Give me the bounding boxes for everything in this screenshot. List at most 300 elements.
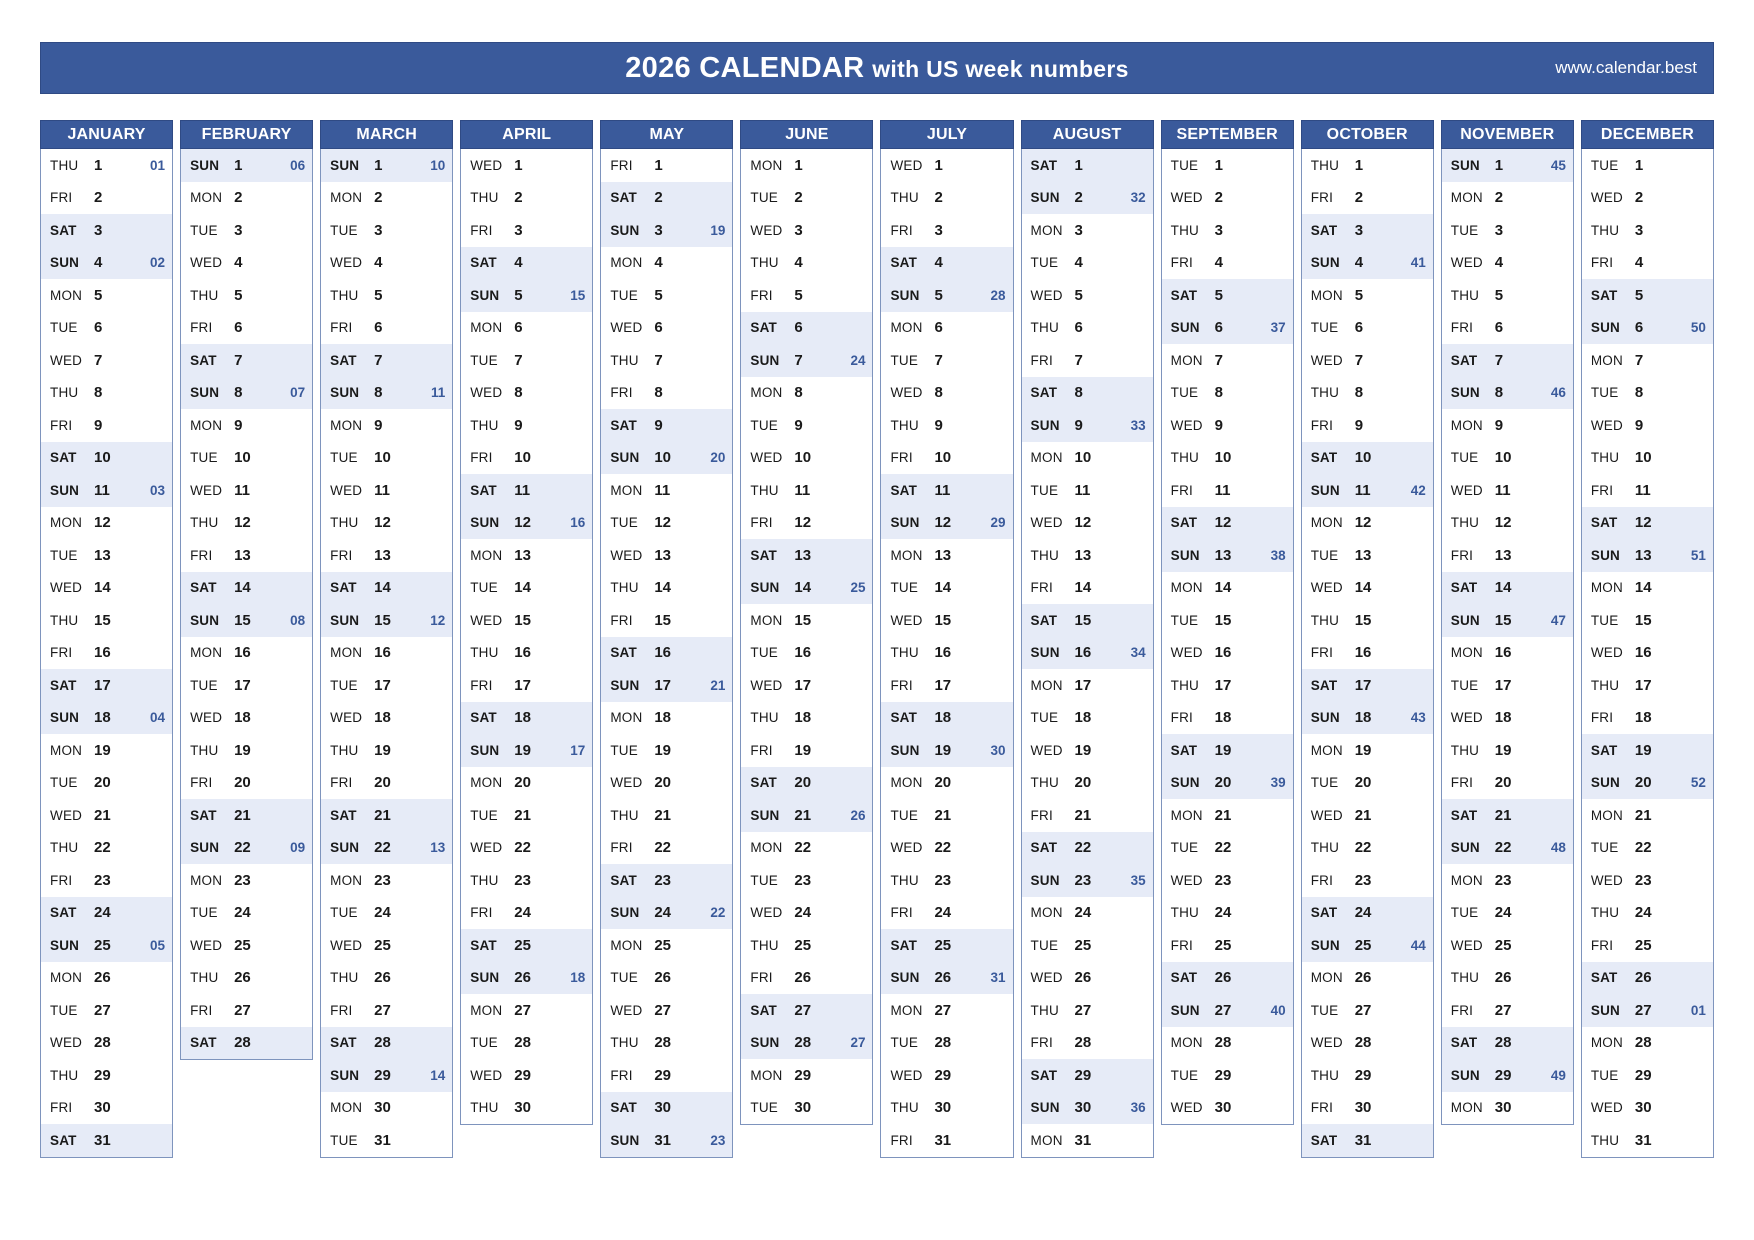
day-row[interactable]: [1442, 312, 1573, 345]
day-row[interactable]: [881, 1092, 1012, 1125]
day-row[interactable]: [461, 669, 592, 702]
day-row[interactable]: [181, 767, 312, 800]
day-row[interactable]: [321, 279, 452, 312]
day-row[interactable]: [181, 344, 312, 377]
day-row[interactable]: [1162, 734, 1293, 767]
day-row[interactable]: [1302, 604, 1433, 637]
day-row[interactable]: [461, 149, 592, 182]
day-row[interactable]: [181, 214, 312, 247]
day-row[interactable]: [1302, 344, 1433, 377]
day-row[interactable]: [1582, 149, 1713, 182]
day-row[interactable]: [1442, 474, 1573, 507]
day-row[interactable]: [601, 767, 732, 800]
day-row[interactable]: [41, 1027, 172, 1060]
day-row[interactable]: [881, 994, 1012, 1027]
day-row[interactable]: [741, 962, 872, 995]
day-row[interactable]: [741, 474, 872, 507]
day-row[interactable]: [461, 767, 592, 800]
day-row[interactable]: [1022, 734, 1153, 767]
day-row[interactable]: [41, 897, 172, 930]
day-row[interactable]: [741, 149, 872, 182]
day-row[interactable]: [41, 409, 172, 442]
day-row[interactable]: [1302, 832, 1433, 865]
day-row[interactable]: [181, 1027, 312, 1060]
day-row[interactable]: [881, 929, 1012, 962]
day-row[interactable]: [601, 149, 732, 182]
day-row[interactable]: [321, 702, 452, 735]
day-row[interactable]: [741, 344, 872, 377]
day-row[interactable]: [321, 1092, 452, 1125]
day-row[interactable]: [461, 214, 592, 247]
day-row[interactable]: [321, 1027, 452, 1060]
day-row[interactable]: [1162, 832, 1293, 865]
day-row[interactable]: [41, 637, 172, 670]
day-row[interactable]: [41, 377, 172, 410]
day-row[interactable]: [1442, 604, 1573, 637]
day-row[interactable]: [741, 442, 872, 475]
day-row[interactable]: [321, 247, 452, 280]
day-row[interactable]: [881, 344, 1012, 377]
day-row[interactable]: [881, 962, 1012, 995]
day-row[interactable]: [1442, 994, 1573, 1027]
day-row[interactable]: [1162, 149, 1293, 182]
day-row[interactable]: [461, 897, 592, 930]
day-row[interactable]: [181, 377, 312, 410]
day-row[interactable]: [321, 604, 452, 637]
day-row[interactable]: [1582, 344, 1713, 377]
day-row[interactable]: [41, 507, 172, 540]
day-row[interactable]: [1162, 994, 1293, 1027]
day-row[interactable]: [1022, 1124, 1153, 1157]
day-row[interactable]: [461, 702, 592, 735]
day-row[interactable]: [1022, 767, 1153, 800]
day-row[interactable]: [1302, 767, 1433, 800]
day-row[interactable]: [1162, 604, 1293, 637]
day-row[interactable]: [1162, 474, 1293, 507]
day-row[interactable]: [1162, 637, 1293, 670]
day-row[interactable]: [1302, 702, 1433, 735]
day-row[interactable]: [1442, 442, 1573, 475]
day-row[interactable]: [321, 344, 452, 377]
day-row[interactable]: [461, 864, 592, 897]
day-row[interactable]: [1022, 507, 1153, 540]
day-row[interactable]: [1022, 864, 1153, 897]
day-row[interactable]: [41, 312, 172, 345]
day-row[interactable]: [1582, 507, 1713, 540]
day-row[interactable]: [1162, 572, 1293, 605]
day-row[interactable]: [461, 962, 592, 995]
day-row[interactable]: [1302, 637, 1433, 670]
day-row[interactable]: [1162, 442, 1293, 475]
day-row[interactable]: [1302, 994, 1433, 1027]
day-row[interactable]: [1022, 799, 1153, 832]
day-row[interactable]: [1162, 1092, 1293, 1125]
day-row[interactable]: [1442, 734, 1573, 767]
day-row[interactable]: [1582, 637, 1713, 670]
day-row[interactable]: [1302, 539, 1433, 572]
day-row[interactable]: [1442, 539, 1573, 572]
day-row[interactable]: [461, 572, 592, 605]
day-row[interactable]: [881, 312, 1012, 345]
day-row[interactable]: [1302, 799, 1433, 832]
day-row[interactable]: [1302, 897, 1433, 930]
day-row[interactable]: [41, 767, 172, 800]
day-row[interactable]: [321, 994, 452, 1027]
day-row[interactable]: [1582, 799, 1713, 832]
day-row[interactable]: [321, 962, 452, 995]
day-row[interactable]: [181, 734, 312, 767]
day-row[interactable]: [601, 377, 732, 410]
day-row[interactable]: [1022, 929, 1153, 962]
day-row[interactable]: [881, 149, 1012, 182]
day-row[interactable]: [41, 149, 172, 182]
day-row[interactable]: [1302, 864, 1433, 897]
day-row[interactable]: [1302, 149, 1433, 182]
day-row[interactable]: [1022, 637, 1153, 670]
day-row[interactable]: [321, 474, 452, 507]
day-row[interactable]: [321, 864, 452, 897]
day-row[interactable]: [181, 637, 312, 670]
day-row[interactable]: [461, 1059, 592, 1092]
day-row[interactable]: [1442, 1092, 1573, 1125]
day-row[interactable]: [1442, 702, 1573, 735]
day-row[interactable]: [741, 1059, 872, 1092]
day-row[interactable]: [741, 214, 872, 247]
day-row[interactable]: [601, 864, 732, 897]
day-row[interactable]: [41, 1124, 172, 1157]
day-row[interactable]: [1022, 832, 1153, 865]
day-row[interactable]: [1582, 474, 1713, 507]
day-row[interactable]: [1302, 929, 1433, 962]
day-row[interactable]: [881, 572, 1012, 605]
day-row[interactable]: [181, 279, 312, 312]
day-row[interactable]: [181, 572, 312, 605]
day-row[interactable]: [881, 539, 1012, 572]
day-row[interactable]: [881, 734, 1012, 767]
day-row[interactable]: [461, 507, 592, 540]
day-row[interactable]: [1162, 864, 1293, 897]
day-row[interactable]: [1442, 344, 1573, 377]
day-row[interactable]: [601, 799, 732, 832]
day-row[interactable]: [1442, 962, 1573, 995]
day-row[interactable]: [1582, 312, 1713, 345]
day-row[interactable]: [1442, 897, 1573, 930]
day-row[interactable]: [1582, 929, 1713, 962]
day-row[interactable]: [1162, 1059, 1293, 1092]
day-row[interactable]: [41, 1059, 172, 1092]
day-row[interactable]: [741, 994, 872, 1027]
day-row[interactable]: [1582, 832, 1713, 865]
day-row[interactable]: [601, 962, 732, 995]
day-row[interactable]: [601, 994, 732, 1027]
day-row[interactable]: [181, 442, 312, 475]
day-row[interactable]: [1302, 1124, 1433, 1157]
day-row[interactable]: [741, 539, 872, 572]
day-row[interactable]: [741, 572, 872, 605]
day-row[interactable]: [41, 832, 172, 865]
day-row[interactable]: [741, 864, 872, 897]
day-row[interactable]: [1302, 312, 1433, 345]
day-row[interactable]: [181, 182, 312, 215]
day-row[interactable]: [741, 1027, 872, 1060]
day-row[interactable]: [321, 734, 452, 767]
day-row[interactable]: [181, 864, 312, 897]
day-row[interactable]: [1582, 1027, 1713, 1060]
day-row[interactable]: [1022, 344, 1153, 377]
day-row[interactable]: [461, 247, 592, 280]
day-row[interactable]: [321, 539, 452, 572]
day-row[interactable]: [461, 279, 592, 312]
day-row[interactable]: [461, 474, 592, 507]
day-row[interactable]: [881, 409, 1012, 442]
day-row[interactable]: [1442, 572, 1573, 605]
day-row[interactable]: [1022, 572, 1153, 605]
day-row[interactable]: [1022, 279, 1153, 312]
day-row[interactable]: [741, 897, 872, 930]
day-row[interactable]: [1442, 767, 1573, 800]
day-row[interactable]: [741, 702, 872, 735]
day-row[interactable]: [41, 442, 172, 475]
day-row[interactable]: [181, 669, 312, 702]
day-row[interactable]: [1582, 214, 1713, 247]
day-row[interactable]: [1442, 247, 1573, 280]
day-row[interactable]: [601, 344, 732, 377]
day-row[interactable]: [601, 572, 732, 605]
day-row[interactable]: [41, 962, 172, 995]
day-row[interactable]: [741, 637, 872, 670]
day-row[interactable]: [1442, 214, 1573, 247]
day-row[interactable]: [461, 409, 592, 442]
day-row[interactable]: [1442, 149, 1573, 182]
day-row[interactable]: [601, 1092, 732, 1125]
day-row[interactable]: [601, 1124, 732, 1157]
day-row[interactable]: [181, 799, 312, 832]
day-row[interactable]: [881, 897, 1012, 930]
day-row[interactable]: [881, 637, 1012, 670]
day-row[interactable]: [1022, 897, 1153, 930]
day-row[interactable]: [181, 929, 312, 962]
day-row[interactable]: [41, 214, 172, 247]
day-row[interactable]: [181, 994, 312, 1027]
day-row[interactable]: [601, 929, 732, 962]
day-row[interactable]: [1162, 377, 1293, 410]
day-row[interactable]: [461, 1092, 592, 1125]
day-row[interactable]: [321, 1124, 452, 1157]
day-row[interactable]: [1162, 507, 1293, 540]
day-row[interactable]: [321, 149, 452, 182]
day-row[interactable]: [1442, 182, 1573, 215]
day-row[interactable]: [461, 604, 592, 637]
day-row[interactable]: [1582, 864, 1713, 897]
day-row[interactable]: [1582, 1124, 1713, 1157]
day-row[interactable]: [321, 669, 452, 702]
day-row[interactable]: [1442, 279, 1573, 312]
day-row[interactable]: [881, 214, 1012, 247]
day-row[interactable]: [1162, 312, 1293, 345]
day-row[interactable]: [1022, 474, 1153, 507]
day-row[interactable]: [41, 344, 172, 377]
day-row[interactable]: [741, 409, 872, 442]
day-row[interactable]: [1022, 669, 1153, 702]
day-row[interactable]: [321, 442, 452, 475]
day-row[interactable]: [741, 279, 872, 312]
day-row[interactable]: [1582, 442, 1713, 475]
day-row[interactable]: [461, 312, 592, 345]
day-row[interactable]: [881, 604, 1012, 637]
day-row[interactable]: [1302, 442, 1433, 475]
day-row[interactable]: [601, 1059, 732, 1092]
day-row[interactable]: [41, 474, 172, 507]
day-row[interactable]: [1582, 279, 1713, 312]
day-row[interactable]: [601, 247, 732, 280]
day-row[interactable]: [321, 182, 452, 215]
day-row[interactable]: [601, 637, 732, 670]
day-row[interactable]: [881, 702, 1012, 735]
day-row[interactable]: [1442, 377, 1573, 410]
day-row[interactable]: [181, 539, 312, 572]
day-row[interactable]: [1022, 312, 1153, 345]
day-row[interactable]: [1022, 962, 1153, 995]
day-row[interactable]: [601, 312, 732, 345]
day-row[interactable]: [1022, 604, 1153, 637]
day-row[interactable]: [881, 832, 1012, 865]
day-row[interactable]: [601, 539, 732, 572]
day-row[interactable]: [41, 864, 172, 897]
day-row[interactable]: [1162, 767, 1293, 800]
day-row[interactable]: [41, 604, 172, 637]
day-row[interactable]: [1022, 994, 1153, 1027]
day-row[interactable]: [1582, 572, 1713, 605]
day-row[interactable]: [1302, 279, 1433, 312]
day-row[interactable]: [1582, 604, 1713, 637]
day-row[interactable]: [41, 539, 172, 572]
day-row[interactable]: [1022, 247, 1153, 280]
day-row[interactable]: [181, 149, 312, 182]
day-row[interactable]: [1162, 1027, 1293, 1060]
day-row[interactable]: [741, 669, 872, 702]
day-row[interactable]: [181, 702, 312, 735]
day-row[interactable]: [881, 669, 1012, 702]
day-row[interactable]: [741, 799, 872, 832]
day-row[interactable]: [181, 312, 312, 345]
day-row[interactable]: [181, 832, 312, 865]
day-row[interactable]: [41, 702, 172, 735]
day-row[interactable]: [461, 637, 592, 670]
day-row[interactable]: [321, 377, 452, 410]
day-row[interactable]: [461, 799, 592, 832]
day-row[interactable]: [1022, 1092, 1153, 1125]
day-row[interactable]: [321, 799, 452, 832]
day-row[interactable]: [1162, 929, 1293, 962]
day-row[interactable]: [1302, 474, 1433, 507]
day-row[interactable]: [321, 1059, 452, 1092]
day-row[interactable]: [41, 279, 172, 312]
day-row[interactable]: [741, 767, 872, 800]
day-row[interactable]: [461, 539, 592, 572]
day-row[interactable]: [881, 1124, 1012, 1157]
day-row[interactable]: [1162, 669, 1293, 702]
day-row[interactable]: [1442, 637, 1573, 670]
day-row[interactable]: [601, 214, 732, 247]
day-row[interactable]: [181, 962, 312, 995]
day-row[interactable]: [881, 1027, 1012, 1060]
day-row[interactable]: [181, 474, 312, 507]
day-row[interactable]: [601, 897, 732, 930]
day-row[interactable]: [1582, 1059, 1713, 1092]
day-row[interactable]: [601, 702, 732, 735]
day-row[interactable]: [881, 474, 1012, 507]
day-row[interactable]: [1022, 409, 1153, 442]
day-row[interactable]: [321, 572, 452, 605]
day-row[interactable]: [601, 182, 732, 215]
day-row[interactable]: [1442, 864, 1573, 897]
day-row[interactable]: [1302, 734, 1433, 767]
day-row[interactable]: [1162, 409, 1293, 442]
day-row[interactable]: [41, 182, 172, 215]
day-row[interactable]: [321, 897, 452, 930]
day-row[interactable]: [881, 279, 1012, 312]
website-link[interactable]: www.calendar.best: [1555, 58, 1697, 77]
day-row[interactable]: [41, 572, 172, 605]
day-row[interactable]: [461, 1027, 592, 1060]
day-row[interactable]: [741, 182, 872, 215]
day-row[interactable]: [741, 604, 872, 637]
day-row[interactable]: [1302, 409, 1433, 442]
day-row[interactable]: [1162, 799, 1293, 832]
day-row[interactable]: [461, 832, 592, 865]
day-row[interactable]: [1582, 994, 1713, 1027]
day-row[interactable]: [1162, 539, 1293, 572]
day-row[interactable]: [1302, 247, 1433, 280]
day-row[interactable]: [1302, 182, 1433, 215]
day-row[interactable]: [1582, 897, 1713, 930]
day-row[interactable]: [461, 377, 592, 410]
day-row[interactable]: [1022, 702, 1153, 735]
day-row[interactable]: [41, 734, 172, 767]
day-row[interactable]: [601, 474, 732, 507]
day-row[interactable]: [741, 1092, 872, 1125]
day-row[interactable]: [41, 669, 172, 702]
day-row[interactable]: [1022, 1059, 1153, 1092]
day-row[interactable]: [461, 442, 592, 475]
day-row[interactable]: [321, 767, 452, 800]
day-row[interactable]: [181, 247, 312, 280]
day-row[interactable]: [1302, 507, 1433, 540]
day-row[interactable]: [1582, 377, 1713, 410]
day-row[interactable]: [601, 832, 732, 865]
day-row[interactable]: [1022, 182, 1153, 215]
day-row[interactable]: [741, 832, 872, 865]
day-row[interactable]: [1162, 214, 1293, 247]
day-row[interactable]: [1162, 182, 1293, 215]
day-row[interactable]: [741, 312, 872, 345]
day-row[interactable]: [601, 507, 732, 540]
day-row[interactable]: [1582, 247, 1713, 280]
day-row[interactable]: [1162, 897, 1293, 930]
day-row[interactable]: [1302, 669, 1433, 702]
day-row[interactable]: [181, 507, 312, 540]
day-row[interactable]: [741, 734, 872, 767]
day-row[interactable]: [1302, 572, 1433, 605]
day-row[interactable]: [881, 1059, 1012, 1092]
day-row[interactable]: [1582, 409, 1713, 442]
day-row[interactable]: [41, 247, 172, 280]
day-row[interactable]: [601, 1027, 732, 1060]
day-row[interactable]: [741, 377, 872, 410]
day-row[interactable]: [181, 409, 312, 442]
day-row[interactable]: [1022, 214, 1153, 247]
day-row[interactable]: [321, 214, 452, 247]
